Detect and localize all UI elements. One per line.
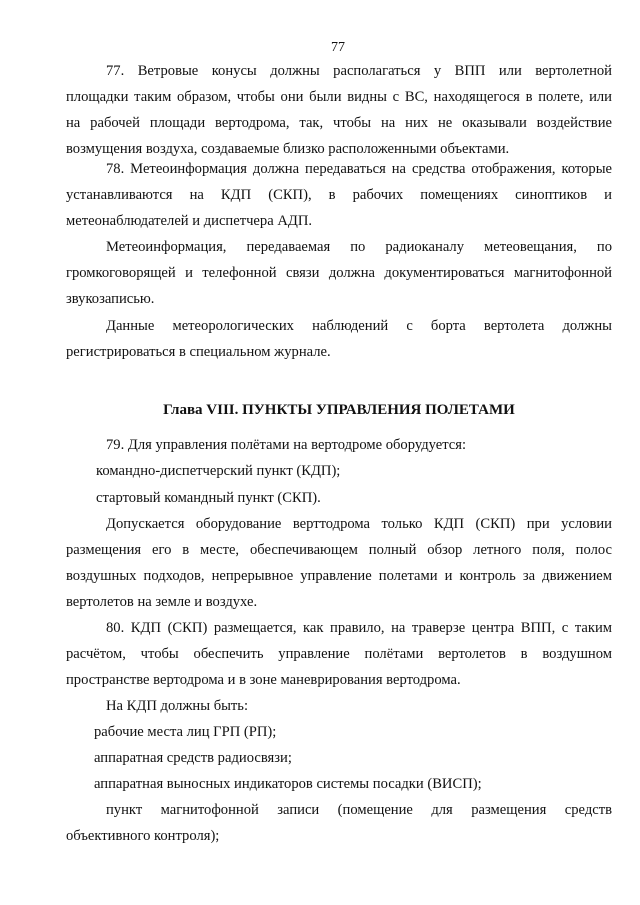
paragraph-line: 79. Для управления полётами на вертодроме оборудуется:	[106, 437, 467, 453]
paragraph-line: устанавливаются на КДП (СКП), в рабочих помещениях синоптиков и	[66, 187, 612, 203]
paragraph-line: пространстве вертодрома и в зоне маневрирования вертодрома.	[66, 672, 461, 688]
list-item	[66, 771, 612, 797]
paragraph-77	[66, 58, 612, 162]
paragraph-line: объективного контроля);	[66, 828, 220, 844]
list-item	[66, 719, 612, 745]
paragraph-line: На КДП должны быть:	[106, 698, 249, 714]
paragraph-line: на рабочей площади вертодрома, так, чтобы на них не оказывали воздействие	[66, 115, 612, 131]
list-item-kdp: командно-диспетчерский пункт (КДП);	[96, 463, 341, 479]
paragraph-line: вертолетов на земле и воздухе.	[66, 594, 258, 610]
paragraph-line: 78. Метеоинформация должна передаваться на средства отображения, которые	[106, 161, 612, 177]
paragraph-line: звукозаписью.	[66, 291, 155, 307]
list-item-visp: аппаратная выносных индикаторов системы посадки (ВИСП);	[94, 776, 482, 792]
paragraph-line: воздушных подходов, непрерывное управление полетами и контроль за движением	[66, 568, 612, 584]
paragraph-line: 77. Ветровые конусы должны располагаться у ВПП или вертолетной	[106, 63, 612, 79]
paragraph-allowed	[66, 511, 612, 615]
list-item-radio: аппаратная средств радиосвязи;	[94, 750, 292, 766]
paragraph-meteo-info	[66, 234, 612, 312]
paragraph-line: 80. КДП (СКП) размещается, как правило, на траверзе центра ВПП, с таким	[106, 620, 612, 636]
list-item-skp: стартовый командный пункт (СКП).	[96, 490, 321, 506]
chapter-heading: Глава VIII. ПУНКТЫ УПРАВЛЕНИЯ ПОЛЕТАМИ	[163, 402, 515, 418]
paragraph-80	[66, 615, 612, 693]
paragraph-line: Данные метеорологических наблюдений с борта вертолета должны	[106, 318, 612, 334]
paragraph-78	[66, 156, 612, 234]
page-number: 77	[331, 40, 345, 55]
paragraph-line: Допускается оборудование верттодрома только КДП (СКП) при условии	[106, 516, 612, 532]
paragraph-line: расчётом, чтобы обеспечить управление полётами вертолетов в воздушном	[66, 646, 612, 662]
paragraph-line: пункт магнитофонной записи (помещение для размещения средств	[106, 802, 612, 818]
paragraph-79	[66, 432, 612, 458]
paragraph-line: регистрироваться в специальном журнале.	[66, 344, 331, 360]
list-item	[66, 485, 612, 511]
paragraph-line: возмущения воздуха, создаваемые близко расположенными объектами.	[66, 141, 510, 157]
paragraph-line: площадки таким образом, чтобы они были видны с ВС, находящегося в полете, или	[66, 89, 612, 105]
list-item	[66, 458, 612, 484]
paragraph-observation-data	[66, 313, 612, 365]
paragraph-line: размещения его в месте, обеспечивающем полный обзор летного поля, полос	[66, 542, 612, 558]
list-item	[66, 745, 612, 771]
paragraph-line: метеонаблюдателей и диспетчера АДП.	[66, 213, 313, 229]
list-item-workplaces: рабочие места лиц ГРП (РП);	[94, 724, 277, 740]
paragraph-line: Метеоинформация, передаваемая по радиоканалу метеовещания, по	[106, 239, 612, 255]
paragraph-line: громкоговорящей и телефонной связи должна документироваться магнитофонной	[66, 265, 612, 281]
paragraph-kdp-must	[66, 693, 612, 719]
paragraph-record-point	[66, 797, 612, 849]
